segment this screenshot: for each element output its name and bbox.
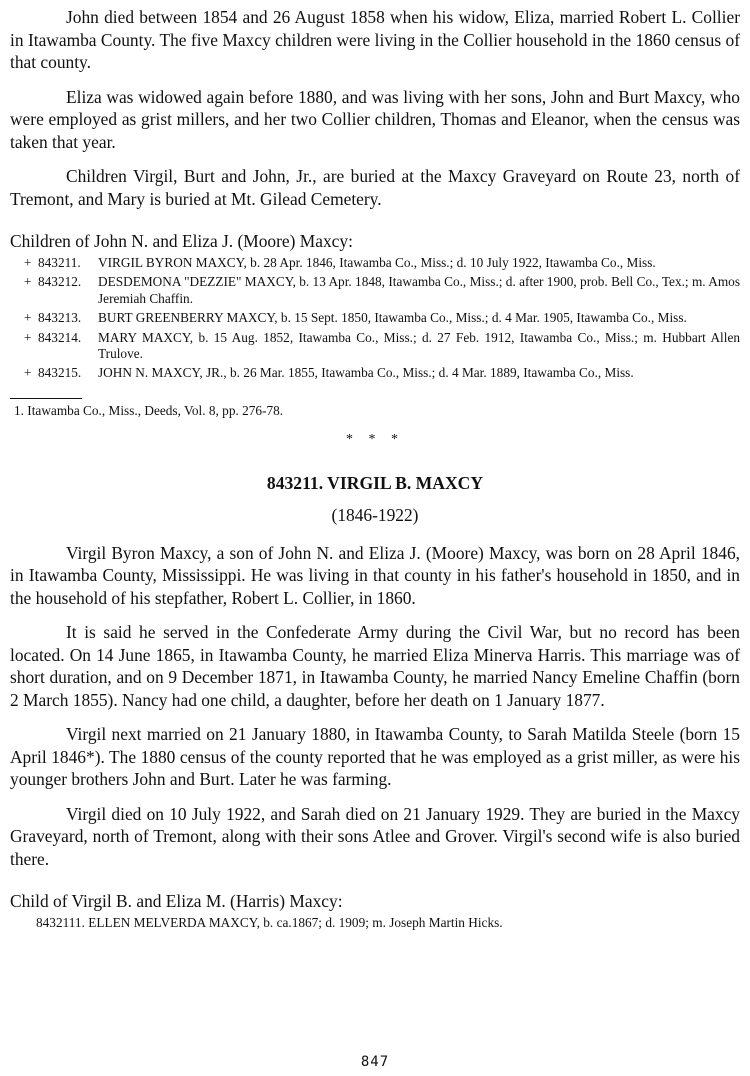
child-text: BURT GREENBERRY MAXCY, b. 15 Sept. 1850, Itawamba Co., Miss.; d. 4 Mar. 1905, Itawamba Co., Miss.: [98, 310, 687, 326]
child-text: MARY MAXCY, b. 15 Aug. 1852, Itawamba Co., Miss.; d. 27 Feb. 1912, Itawamba Co., Miss.; m. Hubbart Allen Trulove.: [98, 329, 740, 362]
section-paragraph: Virgil next married on 21 January 1880, in Itawamba County, to Sarah Matilda Steele (born 15 April 1846*). The 1880 census of the county reported that he was employed as a grist miller, as were his younger brothers John and Burt. Later he was farming.: [10, 724, 740, 790]
child-number: 843212.: [38, 274, 82, 290]
children-list-heading: Children of John N. and Eliza J. (Moore) Maxcy:: [10, 231, 353, 251]
child-text: JOHN N. MAXCY, JR., b. 26 Mar. 1855, Itawamba Co., Miss.; d. 4 Mar. 1889, Itawamba Co., Miss.: [98, 365, 634, 381]
child-entry: 8432111. ELLEN MELVERDA MAXCY, b. ca.1867; d. 1909; m. Joseph Martin Hicks.: [36, 915, 503, 931]
footnote: 1. Itawamba Co., Miss., Deeds, Vol. 8, pp. 276-78.: [14, 402, 284, 418]
child-entry: [10, 330, 740, 363]
child-text: DESDEMONA "DEZZIE" MAXCY, b. 13 Apr. 1848, Itawamba Co., Miss.; d. after 1900, prob. Bell Co., Tex.; m. Amos Jeremiah Chaffin.: [98, 274, 740, 306]
section-separator: * * *: [346, 431, 404, 447]
section-dates: (1846-1922): [331, 504, 419, 525]
child-marker: +: [24, 274, 32, 290]
section-paragraph: It is said he served in the Confederate Army during the Civil War, but no record has been located. On 14 June 1865, in Itawamba County, he married Eliza Minerva Harris. This marriage was of short duration, and on 9 December 1871, in Itawamba County, he married Nancy Emeline Chaffin (born 2 March 1855). Nancy had one child, a daughter, before her death on 1 January 1877.: [10, 622, 740, 710]
child-marker: +: [24, 365, 32, 381]
child-number: 843215.: [38, 365, 82, 381]
child-text: VIRGIL BYRON MAXCY, b. 28 Apr. 1846, Itawamba Co., Miss.; d. 10 July 1922, Itawamba Co., Miss.: [98, 255, 656, 270]
footnote-divider: [10, 398, 82, 399]
intro-paragraph: Eliza was widowed again before 1880, and was living with her sons, John and Burt Maxcy, who were employed as grist millers, and her two Collier children, Thomas and Eleanor, when the census was taken that year.: [10, 86, 740, 152]
section-paragraph: Virgil Byron Maxcy, a son of John N. and Eliza J. (Moore) Maxcy, was born on 28 April 1846, in Itawamba County, Mississippi. He was living in that county in his father's household in 1850, and in the household of his stepfather, Robert L. Collier, in 1860.: [10, 542, 740, 608]
child-entry: [10, 255, 740, 271]
child-marker: +: [24, 310, 32, 326]
intro-paragraph: John died between 1854 and 26 August 1858 when his widow, Eliza, married Robert L. Collier in Itawamba County. The five Maxcy children were living in the Collier household in the 1860 census of that county.: [10, 7, 740, 72]
children-list: [10, 255, 740, 382]
child-number: 843213.: [38, 310, 82, 326]
child-number: 843214.: [38, 329, 82, 345]
child-entry: [10, 310, 740, 326]
child-number: 843211.: [38, 255, 81, 270]
section-paragraph: Virgil died on 10 July 1922, and Sarah died on 21 January 1929. They are buried in the Maxcy Graveyard, north of Tremont, along with their sons Atlee and Grover. Virgil's second wife is also buried there.: [10, 803, 740, 869]
intro-paragraph: Children Virgil, Burt and John, Jr., are buried at the Maxcy Graveyard on Route 23, north of Tremont, and Mary is buried at Mt. Gilead Cemetery.: [10, 166, 740, 209]
section-title: 843211. VIRGIL B. MAXCY: [266, 472, 484, 493]
child-marker: +: [24, 255, 32, 270]
document-page: [10, 6, 740, 932]
child-marker: +: [24, 329, 32, 345]
child-entry: [10, 274, 740, 307]
child-entry: [10, 365, 740, 381]
child-list-heading: Child of Virgil B. and Eliza M. (Harris) Maxcy:: [10, 891, 343, 912]
page-number: 847: [360, 1054, 390, 1070]
